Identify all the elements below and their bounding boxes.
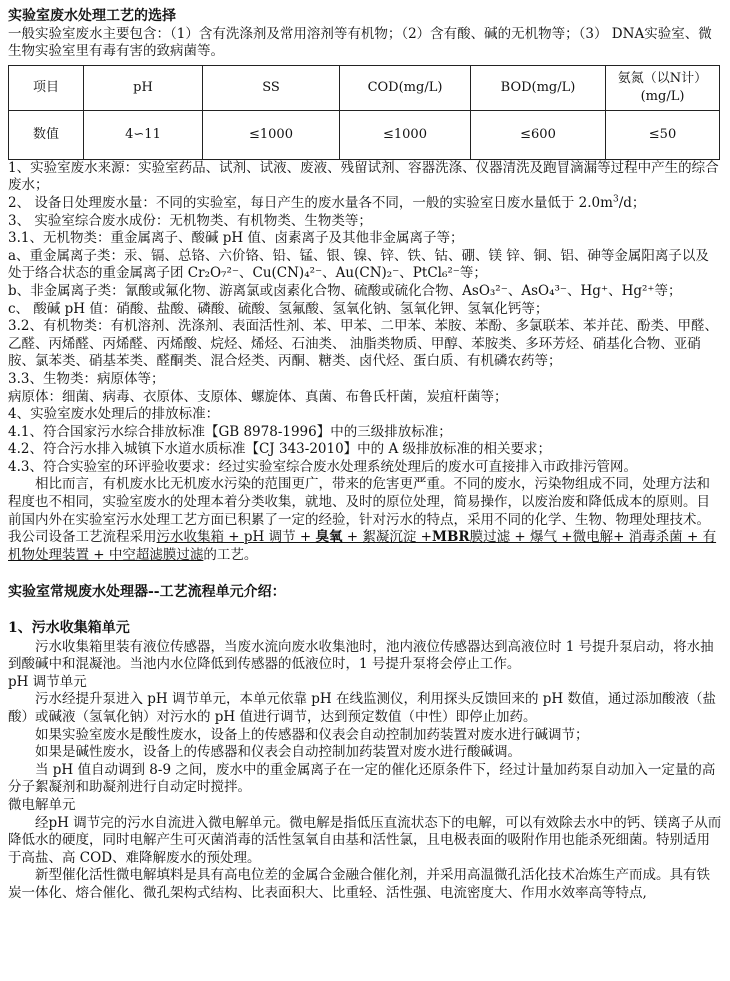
subsection-title: 微电解单元 xyxy=(8,796,76,813)
paragraph: 当 pH 值自动调到 8-9 之间，废水中的重金属离子在一定的催化还原条件下，经过计量加药泵自动加入一定量的高分子絮凝剂和助凝剂进行自动定时搅拌。 xyxy=(8,761,716,796)
table-cell: ≤50 xyxy=(606,110,720,159)
process-flow-text: MBR xyxy=(432,529,470,546)
process-flow-text: + 絮凝沉淀 + xyxy=(342,529,432,546)
text-line: 4、实验室废水处理后的排放标准： xyxy=(8,406,220,423)
paragraph: 新型催化活性微电解填料是具有高电位差的金属合金融合催化剂，并采用高温微孔活化技术冶炼生产而成。具有铁炭一体化、熔合催化、微孔架构式结构、比表面积大、比重轻、活性强、电流密度大、作用水效率高等特点, xyxy=(8,867,710,901)
table-header-cell: SS xyxy=(203,65,340,110)
intro-paragraph: 一般实验室废水主要包含：（1）含有洗涤剂及常用溶剂等有机物；（2）含有酸、碱的无机物等；（3） DNA实验室、微生物实验室里有毒有害的致病菌等。 xyxy=(8,25,712,60)
table-header-cell: 项目 xyxy=(9,65,84,110)
table-cell: 数值 xyxy=(9,110,84,159)
subsection-title: pH 调节单元 xyxy=(8,673,87,690)
table-cell: ≤1000 xyxy=(340,110,471,159)
table-cell: 4∽11 xyxy=(84,110,203,159)
text-line: c、 酸碱 pH 值：硝酸、盐酸、磷酸、硫酸、氢氟酸、氢氧化钠、氢氧化钾、氢氧化钙等； xyxy=(8,300,549,317)
text-line xyxy=(8,195,722,213)
superscript: 3 xyxy=(612,194,619,205)
process-flow-text: 臭氧 xyxy=(315,529,343,546)
text-line: 4.3、符合实验室的环评验收要求：经过实验室综合废水处理系统处理后的废水可直接排入市政排污管网。 xyxy=(8,458,637,475)
subsection-title: 1、污水收集箱单元 xyxy=(8,620,130,637)
table-header-cell: pH xyxy=(84,65,203,110)
text-line: 4.1、符合国家污水综合排放标准【GB 8978-1996】中的三级排放标准； xyxy=(8,423,452,440)
text-line: 3.3、生物类：病原体等； xyxy=(8,370,165,387)
process-flow-text: 污水收集箱 + pH 调节 + xyxy=(156,529,316,546)
section-title: 实验室常规废水处理器--工艺流程单元介绍： xyxy=(8,584,286,601)
paragraph: 如果是碱性废水，设备上的传感器和仪表会自动控制加药装置对废水进行酸碱调。 xyxy=(35,744,521,761)
table-cell: ≤600 xyxy=(471,110,606,159)
paragraph: 经pH 调节完的污水自流进入微电解单元。微电解是指低压直流状态下的电解，可以有效除去水中的钙、镁离子从而降低水的硬度，同时电解产生可灭菌消毒的活性氢氧自由基和活性氯，且电极表面的吸附作用也能杀死细菌。特别适用于高盐、高 COD、难降解废水的预处理。 xyxy=(8,814,722,866)
process-flow-text: 膜过滤 + 爆气 +微电解+ 消毒杀菌 + 有机物处理装置 + 中空超滤膜过滤 xyxy=(8,529,717,563)
text-line: b、非金属离子类：氰酸或氟化物、游离氯或卤素化合物、硫酸或硫化合物、AsO₃²⁻、AsO₄³⁻、Hg⁺、Hg²⁺等； xyxy=(8,282,682,299)
section-title: 实验室废水处理工艺的选择 xyxy=(8,8,176,24)
paragraph: 污水经提升泵进入 pH 调节单元，本单元依靠 pH 在线监测仪，利用探头反馈回来的 pH 数值，通过添加酸液（盐酸）或碱液（氢氧化钠）对污水的 pH 值进行调节，达到预定数值（中性）即停止加药。 xyxy=(8,691,716,725)
text-line: 3.1、无机物类：重金属离子、酸碱 pH 值、卤素离子及其他非金属离子等； xyxy=(8,230,464,247)
paragraph: 污水收集箱里装有液位传感器，当废水流向废水收集池时，池内液位传感器达到高液位时 1 号提升泵启动，将水抽到酸碱中和混凝池。当池内水位降低到传感器的低液位时，1 号提升泵将会停止工作。 xyxy=(8,638,714,673)
text-line: 4.2、符合污水排入城镇下水道水质标准【CJ 343-2010】中的 A 级排放标准的相关要求； xyxy=(8,441,552,458)
text-line: 1、实验室废水来源：实验室药品、试剂、试液、废液、残留试剂、容器洗涤、仪器清洗及跑冒滴漏等过程中产生的综合废水； xyxy=(8,159,719,194)
table-header-cell: COD(mg/L) xyxy=(340,65,471,110)
summary-paragraph xyxy=(8,476,722,564)
paragraph: 如果实验室废水是酸性废水，设备上的传感器和仪表会自动控制加药装置对废水进行碱调节； xyxy=(35,726,589,743)
water-quality-table xyxy=(8,65,720,160)
table-header-row xyxy=(9,65,720,110)
table-value-row xyxy=(9,110,720,159)
text-line: 病原体：细菌、病毒、衣原体、支原体、螺旋体、真菌、布鲁氏杆菌，炭疽杆菌等； xyxy=(8,388,508,405)
table-header-cell: 氨氮（以N计）(mg/L) xyxy=(606,65,720,110)
text-span: 2、 设备日处理废水量：不同的实验室，每日产生的废水量各不同，一般的实验室日废水量低于 2.0m xyxy=(8,194,613,211)
text-line: 3、 实验室综合废水成份：无机物类、有机物类、生物类等； xyxy=(8,212,372,229)
table-header-cell: BOD(mg/L) xyxy=(471,65,606,110)
text-span: 相比而言，有机废水比无机废水污染的范围更广，带来的危害更严重。不同的废水，污染物组成不同，处理方法和程度也不相同，实验室废水的处理本着分类收集，就地、及时的原位处理，简易操作，以废治废和降低成本的原则。目前国内外在实验室污水处理工艺方面已积累了一定的经验，针对污水的特点，采用不同的化学、生物、物理处理技术。我公司设备工艺流程采用 xyxy=(8,476,710,546)
table-cell: ≤1000 xyxy=(203,110,340,159)
text-line: a、重金属离子类：汞、镉、总铬、六价铬、铅、锰、银、镍、锌、铁、钴、硼、镁 锌、铜、铝、砷等金属阳离子以及处于络合状态的重金属离子团 Cr₂O₇²⁻、Cu(CN)₄²⁻、Au(CN)₂⁻、PtCl₆²⁻等； xyxy=(8,247,709,282)
text-span: 的工艺。 xyxy=(203,546,258,563)
text-span: /d； xyxy=(618,194,646,211)
text-line: 3.2、有机物类：有机溶剂、洗涤剂、表面活性剂、苯、甲苯、二甲苯、苯胺、苯酚、多氯联苯、苯并芘、酚类、甲醛、乙醛、丙烯醛、丙烯醛、丙烯酸、烷烃、烯烃、石油类、 油脂类物质、甲醇、苯胺类、多环芳烃、硝基化合物、亚硝胺、氯苯类、硝基苯类、醛酮类、混合烃类、丙酮、糖类、卤代烃、蛋白质、有机磷农药等； xyxy=(8,318,718,370)
